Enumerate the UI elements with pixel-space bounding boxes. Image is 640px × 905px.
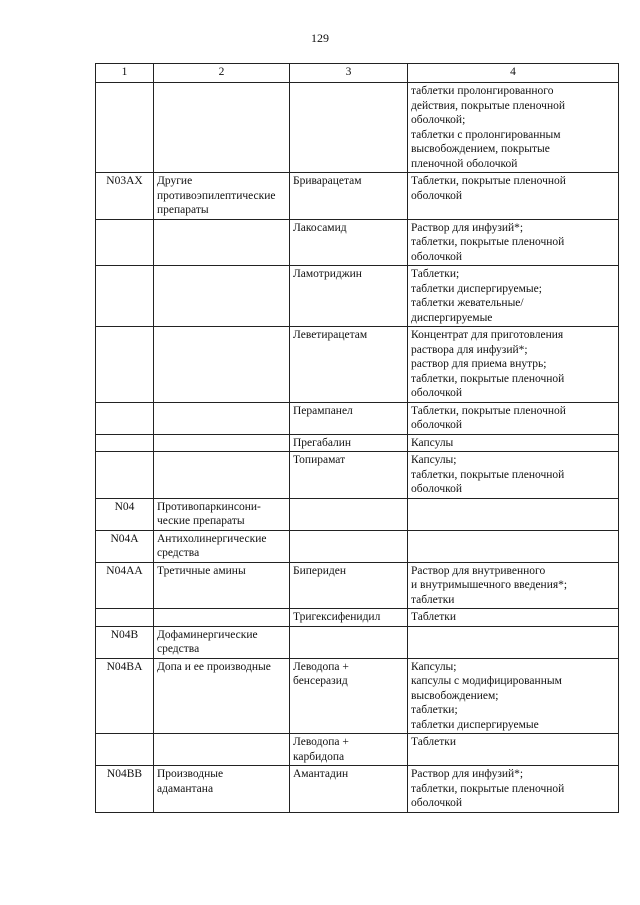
group-name-line: ческие препараты bbox=[157, 515, 245, 527]
group-name-cell bbox=[154, 83, 290, 173]
drug-name-cell bbox=[290, 734, 408, 766]
dosage-form-line: и внутримышечного введения*; bbox=[411, 579, 568, 591]
dosage-form-line: оболочкой bbox=[411, 483, 463, 495]
dosage-form-line: Таблетки bbox=[411, 736, 457, 748]
atc-code-cell bbox=[96, 452, 154, 499]
group-name-line: Другие bbox=[157, 175, 193, 187]
atc-code-cell: N03AX bbox=[96, 173, 154, 220]
group-name-line: Производные bbox=[157, 768, 224, 780]
drug-name-line: Ламотриджин bbox=[293, 268, 362, 280]
group-name-cell bbox=[154, 434, 290, 452]
drug-name-line: Леводопа + bbox=[293, 736, 349, 748]
dosage-form-line: Таблетки; bbox=[411, 268, 460, 280]
dosage-form-cell bbox=[408, 173, 619, 220]
drug-name-cell bbox=[290, 434, 408, 452]
table-row bbox=[96, 266, 619, 327]
group-name-cell bbox=[154, 562, 290, 609]
drug-name-cell bbox=[290, 498, 408, 530]
dosage-form-cell bbox=[408, 562, 619, 609]
group-name-cell bbox=[154, 452, 290, 499]
dosage-form-line: Раствор для инфузий*; bbox=[411, 221, 524, 234]
drug-name-line: карбидопа bbox=[293, 750, 345, 763]
dosage-form-line: таблетки, покрытые пленочной bbox=[411, 236, 565, 248]
atc-code-cell: N04A bbox=[96, 530, 154, 562]
dosage-form-cell bbox=[408, 219, 619, 266]
drug-name-cell bbox=[290, 327, 408, 403]
group-name-line: Дофаминергические bbox=[157, 628, 258, 641]
atc-code-cell: N04B bbox=[96, 626, 154, 658]
dosage-form-line: Раствор для внутривенного bbox=[411, 564, 546, 577]
dosage-form-cell bbox=[408, 327, 619, 403]
drug-name-cell bbox=[290, 626, 408, 658]
table-row bbox=[96, 173, 619, 220]
dosage-form-line: Капсулы bbox=[411, 436, 454, 449]
table-row bbox=[96, 658, 619, 734]
table-row bbox=[96, 498, 619, 530]
atc-code-cell bbox=[96, 327, 154, 403]
dosage-form-line: таблетки диспергируемые; bbox=[411, 282, 542, 295]
page-number: 129 bbox=[311, 31, 329, 45]
dosage-form-line: таблетки bbox=[411, 593, 455, 606]
drug-name-line: Бриварацетам bbox=[293, 175, 362, 187]
group-name-cell bbox=[154, 402, 290, 434]
group-name-cell bbox=[154, 530, 290, 562]
drug-name-cell bbox=[290, 609, 408, 627]
header-col-2: 2 bbox=[154, 64, 290, 83]
dosage-form-cell bbox=[408, 766, 619, 813]
table-row bbox=[96, 530, 619, 562]
group-name-cell bbox=[154, 327, 290, 403]
table-row bbox=[96, 327, 619, 403]
dosage-form-line: Таблетки, покрытые пленочной bbox=[411, 404, 566, 417]
dosage-form-cell bbox=[408, 266, 619, 327]
dosage-form-cell bbox=[408, 452, 619, 499]
dosage-form-line: таблетки жевательные/ bbox=[411, 297, 524, 309]
table-body bbox=[96, 83, 619, 813]
group-name-cell bbox=[154, 266, 290, 327]
atc-code-cell bbox=[96, 402, 154, 434]
table-row bbox=[96, 83, 619, 173]
dosage-form-line: действия, покрытые пленочной bbox=[411, 99, 566, 112]
dosage-form-line: раствор для приема внутрь; bbox=[411, 358, 547, 370]
group-name-line: Противопаркинсони- bbox=[157, 500, 261, 513]
header-col-3: 3 bbox=[290, 64, 408, 83]
group-name-line: Допа и ее производные bbox=[157, 660, 271, 673]
table-row bbox=[96, 562, 619, 609]
dosage-form-line: таблетки диспергируемые bbox=[411, 718, 539, 731]
table-header bbox=[96, 64, 619, 83]
atc-code-cell: N04AA bbox=[96, 562, 154, 609]
group-name-line: средства bbox=[157, 547, 200, 559]
drug-name-line: Лакосамид bbox=[293, 221, 347, 234]
dosage-form-line: оболочкой bbox=[411, 189, 463, 202]
drug-name-cell bbox=[290, 562, 408, 609]
dosage-form-line: таблетки, покрытые пленочной bbox=[411, 782, 565, 795]
atc-code-cell: N04BB bbox=[96, 766, 154, 813]
dosage-form-line: высвобождением; bbox=[411, 689, 499, 702]
drug-name-line: Тригексифенидил bbox=[293, 611, 381, 623]
atc-code-cell bbox=[96, 609, 154, 627]
dosage-form-line: таблетки с пролонгированным bbox=[411, 128, 561, 141]
group-name-line: препараты bbox=[157, 204, 209, 216]
drug-name-cell bbox=[290, 266, 408, 327]
drug-name-cell bbox=[290, 219, 408, 266]
drug-name-line: бенсеразид bbox=[293, 675, 348, 687]
dosage-form-line: Таблетки bbox=[411, 611, 457, 623]
dosage-form-cell bbox=[408, 609, 619, 627]
dosage-form-line: Таблетки, покрытые пленочной bbox=[411, 175, 566, 187]
atc-code-cell bbox=[96, 219, 154, 266]
medication-table bbox=[95, 63, 619, 813]
dosage-form-line: оболочкой; bbox=[411, 114, 466, 126]
dosage-form-line: оболочкой bbox=[411, 419, 463, 431]
drug-name-cell bbox=[290, 402, 408, 434]
group-name-cell bbox=[154, 498, 290, 530]
header-col-1: 1 bbox=[96, 64, 154, 83]
table-row bbox=[96, 402, 619, 434]
table-row bbox=[96, 626, 619, 658]
dosage-form-line: Раствор для инфузий*; bbox=[411, 768, 524, 780]
dosage-form-line: оболочкой bbox=[411, 797, 463, 809]
drug-name-line: Топирамат bbox=[293, 454, 346, 466]
header-col-4: 4 bbox=[408, 64, 619, 83]
group-name-line: Антихолинергические bbox=[157, 532, 267, 545]
dosage-form-line: пленочной оболочкой bbox=[411, 157, 518, 170]
dosage-form-line: таблетки пролонгированного bbox=[411, 85, 554, 97]
group-name-line: средства bbox=[157, 643, 200, 655]
drug-name-cell bbox=[290, 83, 408, 173]
dosage-form-cell bbox=[408, 626, 619, 658]
dosage-form-cell bbox=[408, 530, 619, 562]
dosage-form-line: Капсулы; bbox=[411, 454, 457, 466]
drug-name-line: Леводопа + bbox=[293, 660, 349, 673]
group-name-cell bbox=[154, 173, 290, 220]
drug-name-cell bbox=[290, 530, 408, 562]
group-name-cell bbox=[154, 734, 290, 766]
group-name-cell bbox=[154, 609, 290, 627]
dosage-form-cell bbox=[408, 402, 619, 434]
table-row bbox=[96, 434, 619, 452]
dosage-form-line: диспергируемые bbox=[411, 311, 493, 324]
drug-name-line: Перампанел bbox=[293, 404, 353, 417]
drug-name-cell bbox=[290, 658, 408, 734]
dosage-form-line: Концентрат для приготовления bbox=[411, 329, 564, 341]
drug-name-cell bbox=[290, 452, 408, 499]
dosage-form-line: раствора для инфузий*; bbox=[411, 343, 528, 356]
group-name-line: Третичные амины bbox=[157, 564, 246, 577]
dosage-form-line: таблетки; bbox=[411, 704, 458, 716]
drug-name-line: Амантадин bbox=[293, 768, 349, 780]
group-name-cell bbox=[154, 626, 290, 658]
atc-code-cell bbox=[96, 734, 154, 766]
atc-code-cell bbox=[96, 83, 154, 173]
drug-name-line: Леветирацетам bbox=[293, 329, 368, 341]
dosage-form-cell bbox=[408, 734, 619, 766]
table-row bbox=[96, 766, 619, 813]
dosage-form-line: таблетки, покрытые пленочной bbox=[411, 372, 565, 385]
header-row bbox=[96, 64, 619, 83]
group-name-line: противоэпилептические bbox=[157, 189, 276, 202]
group-name-line: адамантана bbox=[157, 782, 214, 795]
dosage-form-line: капсулы с модифицированным bbox=[411, 675, 562, 687]
dosage-form-cell bbox=[408, 658, 619, 734]
atc-code-cell bbox=[96, 266, 154, 327]
drug-name-line: Прегабалин bbox=[293, 436, 352, 449]
atc-code-cell: N04 bbox=[96, 498, 154, 530]
dosage-form-cell bbox=[408, 434, 619, 452]
drug-name-line: Бипериден bbox=[293, 564, 347, 577]
dosage-form-line: Капсулы; bbox=[411, 660, 457, 673]
table-row bbox=[96, 452, 619, 499]
table-row bbox=[96, 609, 619, 627]
group-name-cell bbox=[154, 219, 290, 266]
table-row bbox=[96, 734, 619, 766]
atc-code-cell bbox=[96, 434, 154, 452]
drug-name-cell bbox=[290, 766, 408, 813]
dosage-form-line: высвобождением, покрытые bbox=[411, 143, 550, 155]
dosage-form-cell bbox=[408, 498, 619, 530]
table-row bbox=[96, 219, 619, 266]
dosage-form-line: оболочкой bbox=[411, 387, 463, 399]
group-name-cell bbox=[154, 766, 290, 813]
drug-name-cell bbox=[290, 173, 408, 220]
dosage-form-line: оболочкой bbox=[411, 250, 463, 263]
atc-code-cell: N04BA bbox=[96, 658, 154, 734]
dosage-form-cell bbox=[408, 83, 619, 173]
dosage-form-line: таблетки, покрытые пленочной bbox=[411, 468, 565, 481]
group-name-cell bbox=[154, 658, 290, 734]
